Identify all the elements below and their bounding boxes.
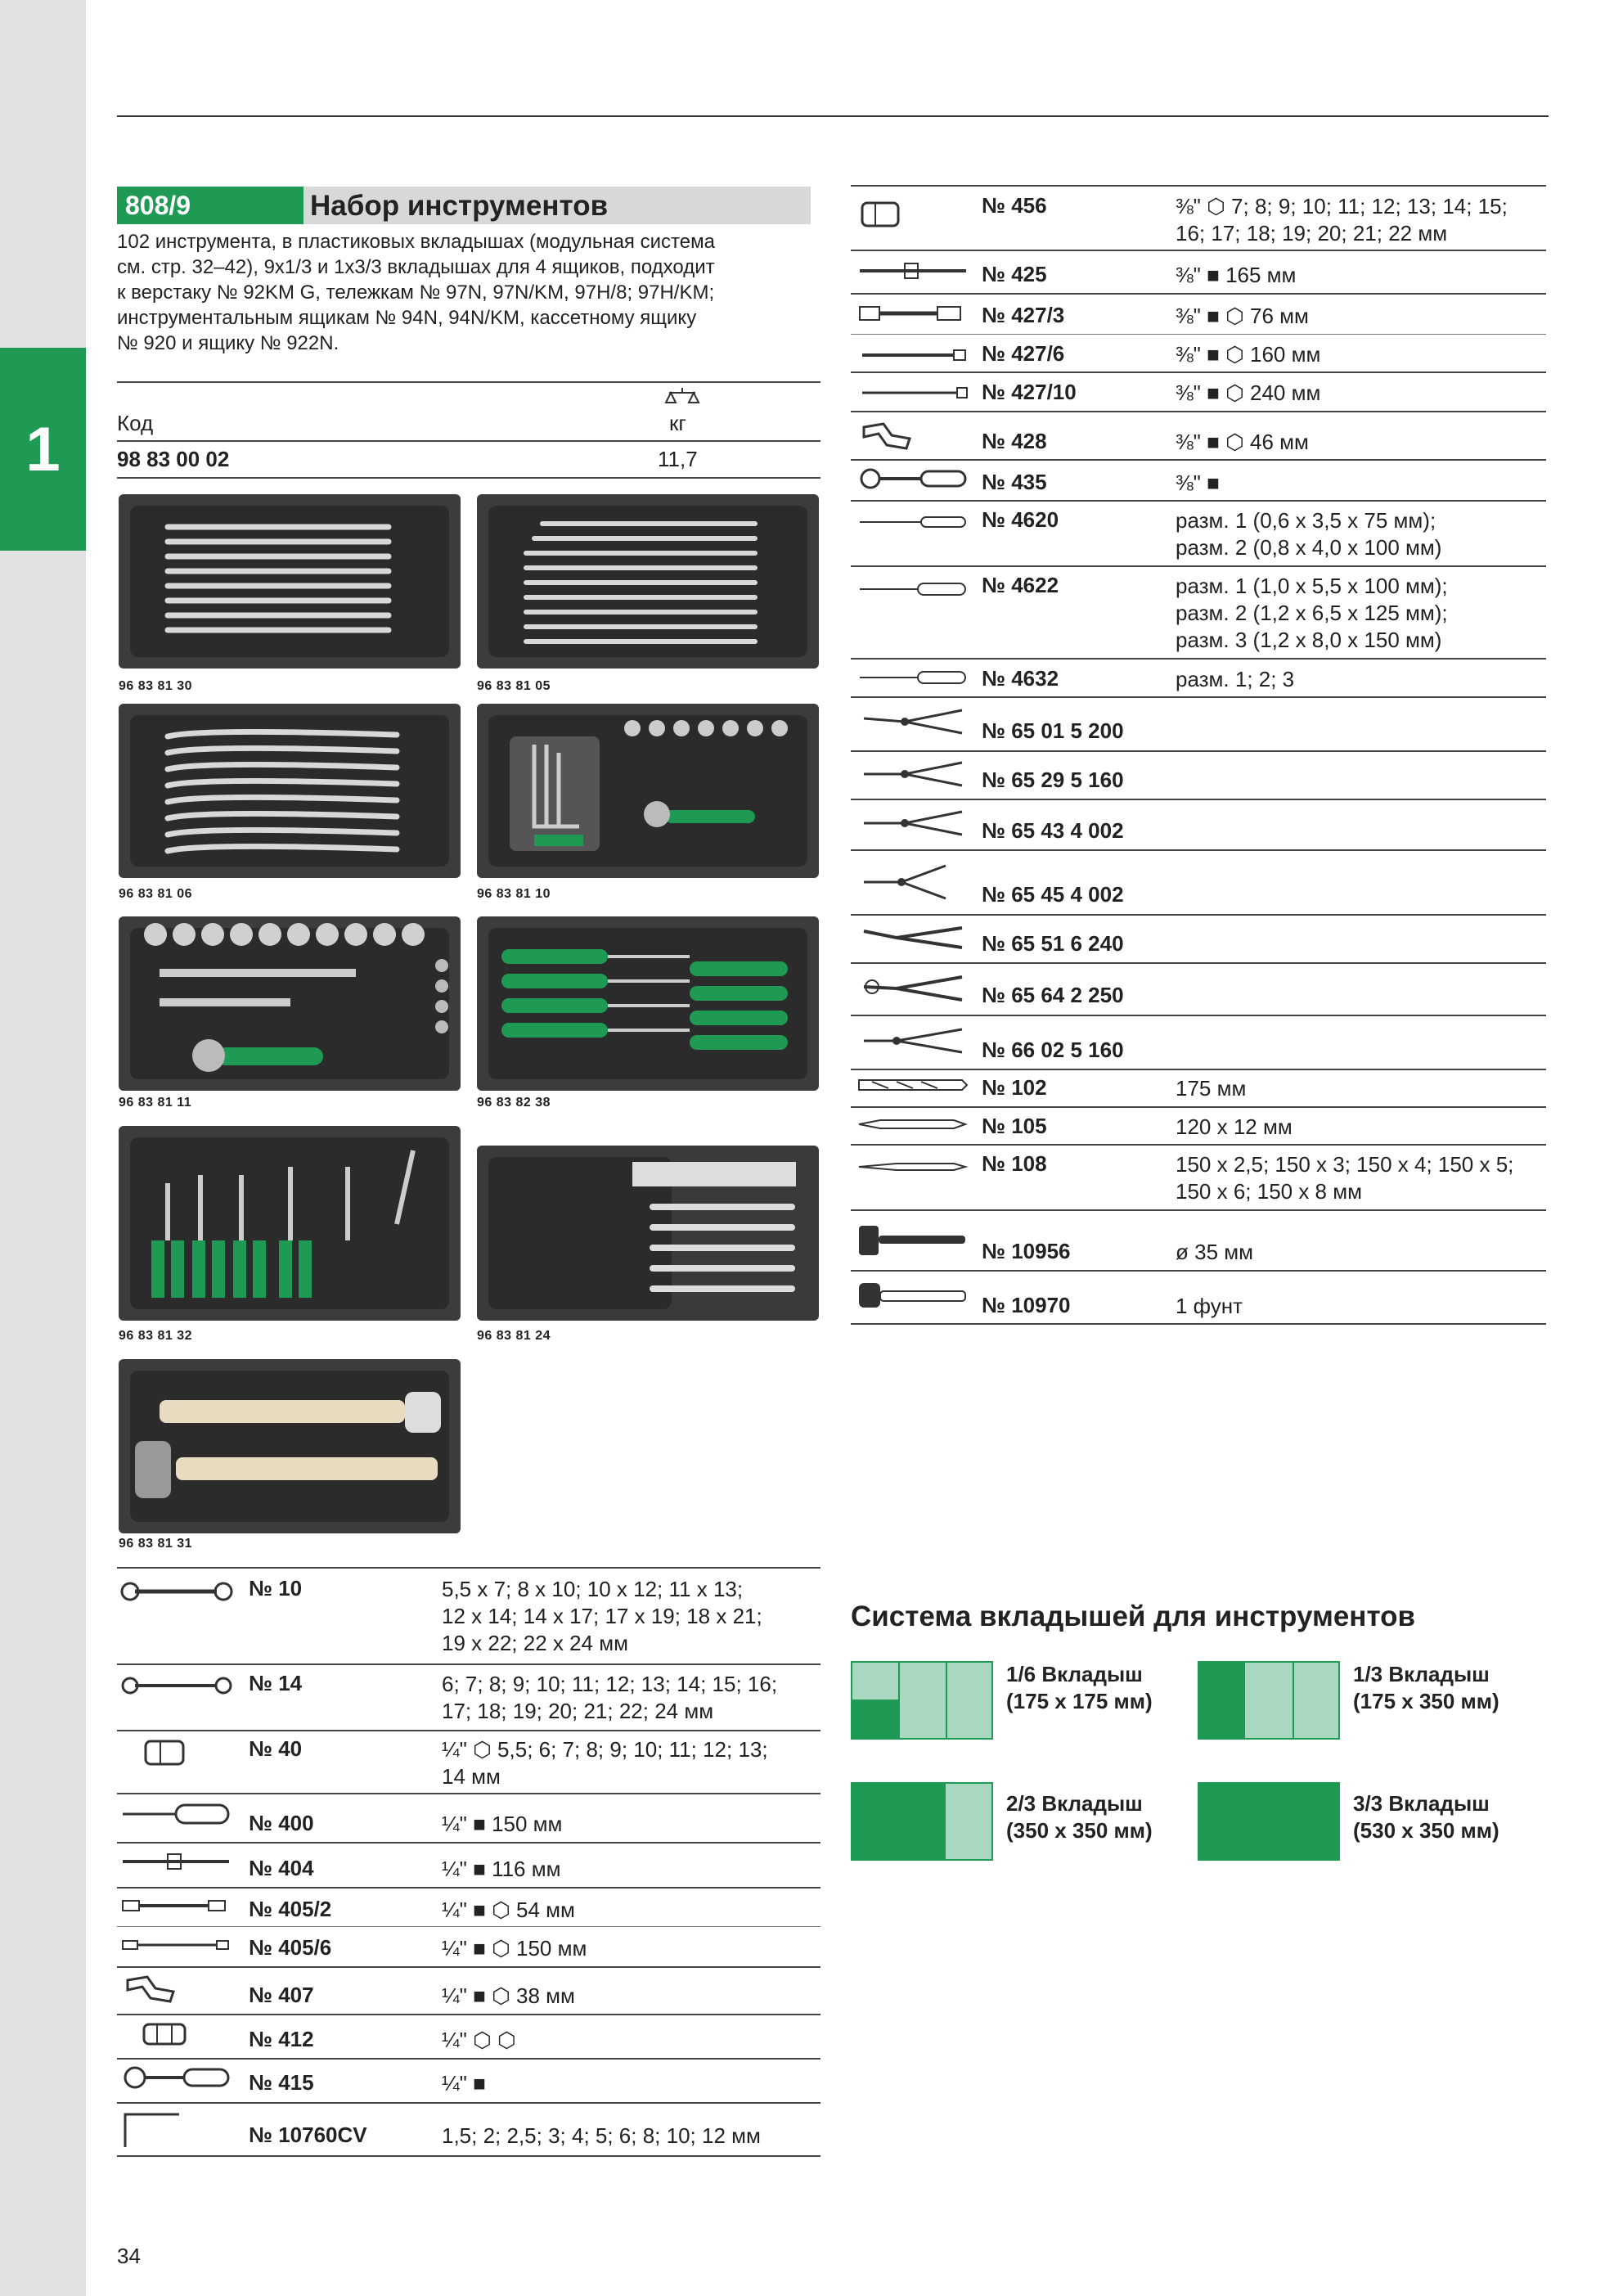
weight-value: 11,7 [658, 447, 698, 471]
screwdriver-icon [856, 514, 970, 530]
item-spec: 6; 7; 8; 9; 10; 11; 12; 13; 14; 15; 16; 17; 18; 19; 20; 21; 22; 24 мм [442, 1672, 778, 1723]
item-spec: 1 фунт [1176, 1294, 1243, 1318]
item-number: № 428 [982, 429, 1047, 453]
module-3-3-diagram [1198, 1782, 1340, 1861]
item-spec: разм. 1 (0,6 x 3,5 x 75 мм); разм. 2 (0,8 x 4,0 x 100 мм) [1176, 508, 1442, 560]
item-spec: ¼" ■ ⬡ 150 мм [442, 1936, 587, 1961]
tray-caption: 96 83 81 10 [477, 887, 551, 901]
table-rule [117, 1887, 820, 1889]
item-number: № 404 [249, 1856, 314, 1880]
item-number: № 10956 [982, 1239, 1071, 1263]
screwdriver-icon [856, 581, 970, 597]
item-number: № 10970 [982, 1293, 1071, 1317]
chapter-tab[interactable]: 1 [0, 348, 86, 551]
item-spec: разм. 1; 2; 3 [1176, 667, 1295, 691]
tray-caption: 96 83 81 24 [477, 1329, 551, 1343]
ball-peen-hammer-icon [856, 1278, 970, 1314]
table-rule [117, 1842, 820, 1844]
table-rule [851, 185, 1546, 187]
item-spec: 5,5 x 7; 8 x 10; 10 x 12; 11 x 13; 12 x 14; 14 x 17; 17 x 19; 18 x 21; 19 x 22; 22 x 24 мм [442, 1577, 762, 1655]
item-spec: ⅜" ⬡ 7; 8; 9; 10; 11; 12; 13; 14; 15; 16; 17; 18; 19; 20; 21; 22 мм [1176, 194, 1508, 245]
item-spec: 175 мм [1176, 1076, 1247, 1101]
table-rule [851, 293, 1546, 295]
item-number: № 4622 [982, 573, 1059, 597]
wrench-icon [119, 1673, 233, 1698]
set-title: Набор инструментов [310, 190, 609, 222]
weight-header: кг [669, 411, 686, 435]
code-header: Код [117, 411, 154, 435]
screwdriver-set-icon [477, 916, 819, 1091]
item-spec: 1,5; 2; 2,5; 3; 4; 5; 6; 8; 10; 12 мм [442, 2123, 761, 2148]
table-rule [851, 1106, 1546, 1108]
offset-wrench-icon [119, 704, 461, 878]
item-number: № 102 [982, 1075, 1047, 1100]
table-rule [851, 962, 1546, 964]
tray-image-pliers [119, 1126, 461, 1321]
table-rule [851, 459, 1546, 461]
item-number: № 415 [249, 2070, 314, 2095]
item-spec: ⅜" ■ ⬡ 160 мм [1176, 342, 1321, 367]
table-rule [851, 1144, 1546, 1146]
table-rule [117, 2014, 820, 2015]
item-number: № 412 [249, 2027, 314, 2051]
table-rule [851, 849, 1546, 851]
extension-bar-icon [119, 1936, 233, 1954]
tray-image-chisels [477, 1146, 819, 1321]
item-number: № 425 [982, 262, 1047, 286]
t-handle-icon [119, 1851, 233, 1872]
table-rule [851, 1270, 1546, 1272]
item-number: № 108 [982, 1151, 1047, 1176]
item-number: № 400 [249, 1811, 314, 1835]
module-label: 3/3 Вкладыш (530 x 350 мм) [1353, 1791, 1499, 1843]
combination-wrench-icon [119, 1579, 233, 1604]
wrench-set-icon [477, 494, 819, 669]
locking-pliers-icon [856, 970, 970, 1006]
item-spec: ¼" ■ [442, 2071, 486, 2096]
module-1-3-diagram [1198, 1661, 1340, 1740]
hex-key-icon [119, 2109, 184, 2150]
pliers-icon [856, 704, 970, 740]
extension-bar-icon [856, 385, 970, 401]
table-rule [851, 500, 1546, 502]
tray-image-wrenches [119, 494, 461, 669]
description-line: см. стр. 32–42), 9x1/3 и 1x3/3 вкладышах для 4 ящиков, подходит [117, 256, 715, 278]
side-cutter-icon [856, 1023, 970, 1059]
extension-bar-icon [856, 303, 970, 324]
system-title: Система вкладышей для инструментов [851, 1600, 1416, 1632]
description-line: № 920 и ящику № 922N. [117, 332, 339, 354]
table-rule [117, 2102, 820, 2104]
item-number: № 407 [249, 1983, 314, 2007]
soft-face-hammer-icon [856, 1222, 970, 1258]
universal-joint-icon [123, 1972, 180, 2005]
table-rule [851, 334, 1546, 335]
item-spec: ¼" ⬡ ⬡ [442, 2028, 516, 2052]
item-spec: ¼" ■ 116 мм [442, 1857, 561, 1881]
item-number: № 405/6 [249, 1935, 332, 1960]
table-rule [117, 1663, 820, 1665]
article-number: 98 83 00 02 [117, 447, 230, 471]
header-rule [117, 115, 1549, 117]
table-rule [851, 411, 1546, 412]
tray-image-hammers [119, 1359, 461, 1533]
item-number: № 435 [982, 470, 1047, 494]
pliers-icon [856, 756, 970, 792]
tray-image-hex-keys [477, 704, 819, 878]
description-line: к верстаку № 92KM G, тележкам № 97N, 97N/KM, 97H/8; 97H/KM; [117, 281, 715, 304]
item-spec: ⅜" ■ ⬡ 76 мм [1176, 304, 1309, 328]
item-number: № 4632 [982, 666, 1059, 691]
hammer-icon [119, 1359, 461, 1533]
item-number: № 456 [982, 193, 1047, 218]
tray-caption: 96 83 81 32 [119, 1329, 193, 1343]
table-rule [851, 799, 1546, 800]
item-spec: ⅜" ■ [1176, 470, 1220, 495]
item-number: № 65 45 4 002 [982, 882, 1124, 907]
module-2-3-diagram [851, 1782, 993, 1861]
item-spec: 150 x 2,5; 150 x 3; 150 x 4; 150 x 5; 150 x 6; 150 x 8 мм [1176, 1152, 1514, 1204]
table-rule [851, 914, 1546, 916]
module-label: 1/6 Вкладыш (175 x 175 мм) [1006, 1662, 1153, 1713]
item-number: № 65 01 5 200 [982, 718, 1124, 743]
table-rule [117, 440, 820, 442]
set-description [117, 229, 804, 356]
table-rule [851, 1323, 1546, 1325]
tray-image-screwdrivers [477, 916, 819, 1091]
item-spec: ⅜" ■ ⬡ 240 мм [1176, 380, 1321, 405]
table-rule [851, 371, 1546, 373]
item-number: № 65 43 4 002 [982, 818, 1124, 843]
table-rule [117, 1793, 820, 1794]
ratchet-icon [856, 466, 970, 491]
table-rule [117, 477, 820, 479]
item-number: № 65 29 5 160 [982, 768, 1124, 792]
item-spec: ¼" ⬡ 5,5; 6; 7; 8; 9; 10; 11; 12; 13; 14 мм [442, 1737, 768, 1789]
table-rule [117, 1926, 820, 1927]
tray-caption: 96 83 81 05 [477, 679, 551, 693]
description-line: 102 инструмента, в пластиковых вкладышах (модульная система [117, 231, 715, 253]
table-rule [117, 2155, 820, 2157]
description-line: инструментальным ящикам № 94N, 94N/KM, кассетному ящику [117, 307, 697, 329]
tray-image-wrenches-2 [477, 494, 819, 669]
socket-set-icon [119, 916, 461, 1091]
item-number: № 10 [249, 1576, 303, 1600]
item-spec: ¼" ■ 150 мм [442, 1812, 563, 1836]
item-spec: ¼" ■ ⬡ 38 мм [442, 1983, 575, 2008]
pliers-set-icon [119, 1126, 461, 1321]
item-number: № 65 51 6 240 [982, 931, 1124, 956]
item-spec: 120 x 12 мм [1176, 1114, 1293, 1139]
pliers-icon [856, 805, 970, 841]
universal-joint-icon [859, 419, 916, 452]
item-number: № 105 [982, 1114, 1047, 1138]
item-spec: ⅜" ■ ⬡ 46 мм [1176, 430, 1309, 454]
module-1-6-diagram [851, 1661, 993, 1740]
hex-key-socket-icon [477, 704, 819, 878]
table-rule [851, 1209, 1546, 1211]
wrench-set-icon [119, 494, 461, 669]
item-number: № 427/10 [982, 380, 1077, 404]
tray-caption: 96 83 82 38 [477, 1096, 551, 1110]
item-number: № 10760CV [249, 2123, 367, 2147]
table-rule [117, 1966, 820, 1968]
item-number: № 40 [249, 1736, 303, 1761]
tray-caption: 96 83 81 31 [119, 1537, 193, 1551]
extension-bar-icon [119, 1897, 233, 1915]
socket-icon [141, 1736, 190, 1769]
item-number: № 65 64 2 250 [982, 983, 1124, 1007]
set-code: 808/9 [117, 187, 303, 224]
table-rule [117, 1730, 820, 1731]
item-spec: разм. 1 (1,0 x 5,5 x 100 мм); разм. 2 (1,2 x 6,5 x 125 мм); разм. 3 (1,2 x 8,0 x 150 мм) [1176, 574, 1448, 652]
table-rule [851, 1015, 1546, 1016]
item-number: № 4620 [982, 507, 1059, 532]
item-number: № 427/3 [982, 303, 1065, 327]
scale-icon [664, 386, 700, 409]
table-rule [851, 565, 1546, 567]
chisel-punch-icon [477, 1146, 819, 1321]
tray-caption: 96 83 81 06 [119, 887, 193, 901]
circlip-pliers-icon [856, 859, 970, 905]
item-spec: ¼" ■ ⬡ 54 мм [442, 1898, 575, 1922]
table-rule [851, 1069, 1546, 1070]
pin-punch-icon [856, 1159, 970, 1175]
table-rule [117, 1567, 820, 1569]
item-number: № 66 02 5 160 [982, 1038, 1124, 1062]
page-number: 34 [117, 2244, 141, 2268]
table-rule [117, 381, 820, 383]
table-rule [851, 750, 1546, 752]
module-label: 2/3 Вкладыш (350 x 350 мм) [1006, 1791, 1153, 1843]
module-label: 1/3 Вкладыш (175 x 350 мм) [1353, 1662, 1499, 1713]
punch-icon [856, 1116, 970, 1132]
chisel-icon [856, 1075, 970, 1095]
socket-icon [857, 198, 906, 231]
tray-caption: 96 83 81 30 [119, 679, 193, 693]
item-spec: ⅜" ■ 165 мм [1176, 263, 1297, 287]
tray-image-sockets [119, 916, 461, 1091]
table-rule [851, 250, 1546, 251]
ratchet-icon [119, 2064, 233, 2091]
screwdriver-handle-icon [119, 1800, 233, 1828]
table-rule [117, 2058, 820, 2060]
item-number: № 405/2 [249, 1897, 332, 1921]
side-strip [0, 0, 86, 2296]
item-spec: ø 35 мм [1176, 1240, 1253, 1264]
set-title-bar [117, 187, 811, 224]
water-pump-pliers-icon [856, 920, 970, 956]
screwdriver-icon [856, 669, 970, 686]
table-rule [851, 658, 1546, 660]
item-number: № 427/6 [982, 341, 1065, 366]
t-handle-icon [856, 260, 970, 281]
table-rule [851, 696, 1546, 698]
tray-image-offset-wrenches [119, 704, 461, 878]
tray-caption: 96 83 81 11 [119, 1096, 192, 1110]
socket-adapter-icon [141, 2021, 190, 2049]
extension-bar-icon [856, 347, 970, 363]
item-number: № 14 [249, 1671, 303, 1695]
